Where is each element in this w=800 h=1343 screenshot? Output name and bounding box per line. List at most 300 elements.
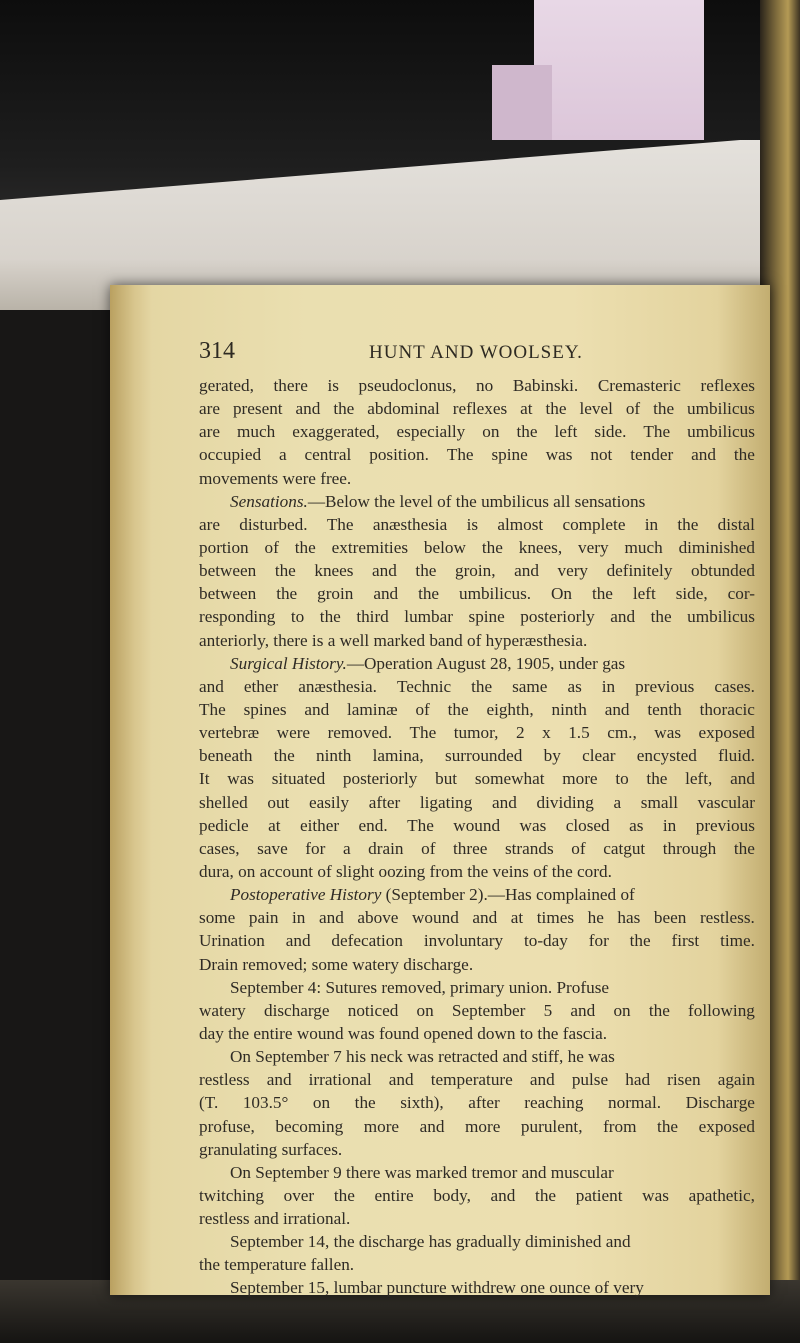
word: involuntary: [423, 931, 504, 951]
text-line: [199, 536, 755, 559]
word: and: [318, 908, 344, 928]
word: was: [654, 723, 682, 743]
word: thoracic: [699, 699, 755, 719]
word: and: [610, 607, 636, 627]
word: It: [199, 769, 210, 789]
text-line: On September 7 his neck was retracted and stiff, he was: [230, 1047, 615, 1067]
text-line: [199, 559, 755, 582]
text-line-rest: —Operation August 28, 1905, under gas: [346, 653, 626, 673]
word: for: [588, 931, 609, 951]
text-line: [199, 929, 755, 952]
word: distal: [717, 514, 755, 534]
word: spines: [243, 699, 287, 719]
word: in: [292, 908, 306, 928]
word: closed: [565, 815, 610, 835]
word: three: [453, 838, 488, 858]
word: to: [615, 769, 629, 789]
word: occupied: [199, 445, 262, 465]
text-line: [199, 791, 755, 814]
word: the: [333, 1185, 355, 1205]
word: third: [356, 607, 389, 627]
word: posteriorly: [342, 769, 418, 789]
word: entire: [374, 1185, 414, 1205]
word: 5: [543, 1000, 553, 1020]
word: very: [578, 537, 609, 557]
word: the: [657, 1116, 679, 1136]
word: the: [418, 584, 440, 604]
page-gutter-shadow: [110, 285, 152, 1295]
body-text: [199, 374, 755, 1300]
word: a: [278, 445, 287, 465]
word: is: [327, 376, 339, 395]
word: vascular: [697, 792, 755, 812]
text-line: On September 9 there was marked tremor and muscular: [230, 1162, 614, 1182]
word: posteriorly: [520, 607, 595, 627]
word: knees,: [518, 537, 563, 557]
word: cases.: [714, 676, 755, 696]
word: restless.: [699, 908, 755, 928]
word: disturbed.: [239, 514, 308, 534]
word: Cremasteric: [597, 376, 681, 395]
word: the: [294, 537, 316, 557]
text-line: [199, 675, 755, 698]
word: and: [472, 908, 498, 928]
word: pain: [248, 908, 279, 928]
word: twitching: [199, 1185, 264, 1205]
text-line: [199, 1184, 755, 1207]
word: same: [512, 676, 548, 696]
word: the: [653, 399, 675, 419]
text-line: [199, 443, 755, 466]
word: abdominal: [367, 399, 440, 419]
word: after: [468, 1093, 500, 1113]
word: ether: [243, 676, 279, 696]
word: drain: [368, 838, 404, 858]
word: small: [640, 792, 679, 812]
text-line: September 15, lumbar puncture withdrew one ounce of very: [230, 1278, 644, 1298]
word: temperature: [430, 1070, 513, 1090]
word: The: [199, 699, 226, 719]
word: previous: [695, 815, 755, 835]
word: umbilicus: [687, 399, 755, 419]
word: exposed: [698, 1116, 755, 1136]
running-head: HUNT AND WOOLSEY.: [369, 342, 583, 363]
word: of: [264, 537, 279, 557]
word: encysted: [636, 746, 697, 766]
word: vertebræ: [199, 723, 260, 743]
word: the: [447, 699, 469, 719]
text-line: [199, 420, 755, 443]
word: the: [733, 838, 755, 858]
word: and: [490, 1185, 516, 1205]
word: save: [257, 838, 288, 858]
text-line: [199, 814, 755, 837]
word: more: [562, 769, 598, 789]
text-line: [199, 721, 755, 744]
word: side,: [675, 584, 708, 604]
word: a: [613, 792, 622, 812]
heading-surgical-history: Surgical History.: [230, 653, 347, 673]
word: and: [570, 1000, 596, 1020]
word: he: [587, 908, 604, 928]
word: but: [435, 769, 458, 789]
word: on: [312, 1093, 331, 1113]
word: over: [283, 1185, 315, 1205]
word: was: [227, 769, 254, 789]
word: irrational: [308, 1070, 372, 1090]
word: pedicle: [199, 815, 249, 835]
word: the: [319, 607, 341, 627]
word: x: [542, 723, 551, 743]
word: especially: [396, 422, 466, 442]
word: shelled: [199, 792, 248, 812]
word: reflexes: [452, 399, 508, 419]
word: was: [545, 445, 573, 465]
text-line: [199, 397, 755, 420]
word: pseudoclonus,: [358, 376, 457, 395]
word: 103.5°: [242, 1093, 289, 1113]
text-line: [199, 906, 755, 929]
word: and: [730, 769, 755, 789]
word: anæsthesia.: [298, 676, 377, 696]
text-line: [199, 582, 755, 605]
word: risen: [667, 1070, 701, 1090]
word: the: [733, 445, 755, 465]
word: September: [451, 1000, 526, 1020]
text-line: [199, 744, 755, 767]
word: previous: [635, 676, 695, 696]
word: were: [276, 723, 311, 743]
word: much: [237, 422, 276, 442]
word: as: [629, 815, 644, 835]
word: more: [465, 1116, 501, 1136]
word: sixth),: [400, 1093, 444, 1113]
text-line: [199, 767, 755, 790]
word: are: [199, 514, 220, 534]
word: tender: [630, 445, 674, 465]
word: the: [354, 1093, 376, 1113]
word: the: [516, 422, 538, 442]
word: 2: [515, 723, 525, 743]
text-line: the temperature fallen.: [199, 1255, 355, 1275]
text-line: movements were free.: [199, 468, 352, 488]
word: left: [554, 422, 578, 442]
word: are: [199, 399, 220, 419]
word: the: [591, 584, 613, 604]
word: normal.: [608, 1093, 662, 1113]
word: more: [363, 1116, 400, 1136]
word: to: [290, 607, 305, 627]
text-line: granulating surfaces.: [199, 1139, 343, 1159]
word: groin: [317, 584, 354, 604]
text-line: [199, 605, 755, 628]
text-line: September 4: Sutures removed, primary union. Profuse: [230, 977, 610, 997]
word: the: [415, 561, 437, 581]
word: was: [642, 1185, 669, 1205]
word: the: [273, 746, 295, 766]
word: (T.: [199, 1093, 219, 1113]
word: through: [662, 838, 717, 858]
text-line: [199, 1115, 755, 1138]
word: and: [285, 931, 311, 951]
word: and: [529, 1070, 555, 1090]
text-line-rest: —Below the level of the umbilicus all sensations: [307, 491, 646, 511]
word: much: [624, 537, 663, 557]
word: definitely: [606, 561, 673, 581]
text-line: [199, 837, 755, 860]
text-line: [199, 999, 755, 1022]
word: out: [267, 792, 290, 812]
text-line: [199, 652, 755, 675]
word: and: [691, 445, 716, 465]
word: discharge: [263, 1000, 330, 1020]
word: restless: [199, 1070, 250, 1090]
text-line: [199, 1068, 755, 1091]
text-line: [199, 883, 755, 906]
word: defecation: [331, 931, 403, 951]
word: in: [644, 514, 659, 534]
word: patient: [575, 1185, 623, 1205]
word: between: [199, 584, 257, 604]
word: responding: [199, 607, 276, 627]
word: level: [579, 399, 613, 419]
word: knees: [314, 561, 354, 581]
word: strands: [504, 838, 554, 858]
word: reaching: [524, 1093, 584, 1113]
word: noticed: [347, 1000, 399, 1020]
word: and: [604, 699, 630, 719]
word: the: [481, 537, 503, 557]
word: following: [688, 1000, 755, 1020]
word: watery: [199, 1000, 246, 1020]
word: lamina,: [372, 746, 424, 766]
text-line: restless and irrational.: [199, 1209, 351, 1229]
word: pulse: [571, 1070, 609, 1090]
word: at: [510, 908, 524, 928]
word: left,: [685, 769, 713, 789]
text-line: day the entire wound was found opened down to the fascia.: [199, 1023, 608, 1043]
word: ninth: [551, 699, 587, 719]
word: purulent,: [520, 1116, 583, 1136]
word: ligating: [419, 792, 473, 812]
word: profuse,: [199, 1116, 255, 1136]
word: has: [617, 908, 641, 928]
text-line: [199, 490, 755, 513]
word: On: [551, 584, 573, 604]
word: to-day: [523, 931, 568, 951]
word: from: [603, 1116, 637, 1136]
word: and: [388, 1070, 414, 1090]
word: the: [471, 676, 493, 696]
page-number: 314: [199, 338, 235, 364]
word: again: [717, 1070, 755, 1090]
word: the: [677, 514, 699, 534]
word: some: [199, 908, 236, 928]
word: times: [536, 908, 575, 928]
word: side.: [594, 422, 627, 442]
word: lumbar: [404, 607, 453, 627]
text-line: dura, on account of slight oozing from the veins of the cord.: [199, 861, 612, 881]
word: a: [342, 838, 351, 858]
word: and: [372, 561, 397, 581]
text-line: anteriorly, there is a well marked band of hyperæsthesia.: [199, 630, 588, 650]
word: on: [613, 1000, 631, 1020]
word: and: [266, 1070, 292, 1090]
word: spine: [468, 607, 505, 627]
word: The: [326, 514, 354, 534]
word: The: [446, 445, 474, 465]
word: laminæ: [347, 699, 398, 719]
word: spine: [491, 445, 528, 465]
word: extremities: [331, 537, 409, 557]
word: as: [567, 676, 582, 696]
text-line: September 14, the discharge has gradually diminished and: [230, 1232, 631, 1252]
word: and: [199, 676, 224, 696]
word: cor-: [727, 584, 755, 604]
word: time.: [720, 931, 755, 951]
word: and: [492, 792, 517, 812]
word: the: [646, 769, 668, 789]
word: apathetic,: [688, 1185, 755, 1205]
word: Discharge: [685, 1093, 755, 1113]
word: on: [482, 422, 500, 442]
text-line: Drain removed; some watery discharge.: [199, 954, 474, 974]
word: position.: [369, 445, 429, 465]
word: diminished: [678, 537, 755, 557]
word: for: [305, 838, 326, 858]
word: eighth,: [486, 699, 534, 719]
word: clear: [582, 746, 616, 766]
word: and: [419, 1116, 445, 1136]
word: left: [632, 584, 656, 604]
word: at: [268, 815, 281, 835]
word: removed.: [327, 723, 393, 743]
word: present: [232, 399, 283, 419]
word: had: [625, 1070, 651, 1090]
word: after: [368, 792, 401, 812]
word: somewhat: [474, 769, 545, 789]
word: of: [415, 699, 430, 719]
word: and: [373, 584, 399, 604]
word: Technic: [396, 676, 452, 696]
word: Babinski.: [512, 376, 579, 395]
word: exposed: [698, 723, 755, 743]
word: wound: [453, 815, 501, 835]
word: beneath: [199, 746, 253, 766]
word: almost: [497, 514, 544, 534]
word: surrounded: [445, 746, 523, 766]
word: in: [601, 676, 616, 696]
word: anæsthesia: [372, 514, 448, 534]
text-line-rest: (September 2).—Has complained of: [381, 885, 635, 905]
word: The: [409, 723, 437, 743]
word: umbilicus: [687, 607, 755, 627]
word: wound: [412, 908, 459, 928]
word: was: [519, 815, 547, 835]
word: reflexes: [700, 376, 755, 395]
word: at: [520, 399, 533, 419]
word: The: [643, 422, 671, 442]
word: cases,: [199, 838, 240, 858]
background-pink-card-fold: [492, 65, 552, 140]
word: central: [304, 445, 352, 465]
word: Urination: [199, 931, 265, 951]
word: ninth: [316, 746, 352, 766]
text-line: [199, 374, 755, 397]
word: are: [199, 422, 220, 442]
word: by: [543, 746, 561, 766]
word: gerated,: [199, 376, 254, 395]
word: first: [671, 931, 700, 951]
word: been: [653, 908, 687, 928]
word: the: [648, 1000, 670, 1020]
word: easily: [308, 792, 350, 812]
word: no: [476, 376, 494, 395]
word: and: [295, 399, 321, 419]
word: tumor,: [453, 723, 499, 743]
word: very: [557, 561, 589, 581]
word: fluid.: [718, 746, 755, 766]
word: obtunded: [690, 561, 755, 581]
word: body,: [433, 1185, 471, 1205]
word: in: [662, 815, 677, 835]
word: there: [273, 376, 308, 395]
word: umbilicus: [687, 422, 755, 442]
word: and: [304, 699, 330, 719]
heading-sensations: Sensations.: [230, 491, 308, 511]
word: is: [466, 514, 479, 534]
word: below: [423, 537, 466, 557]
word: of: [571, 838, 586, 858]
word: between: [199, 561, 257, 581]
word: dividing: [536, 792, 594, 812]
word: tenth: [647, 699, 682, 719]
word: not: [590, 445, 613, 465]
word: the: [545, 399, 567, 419]
word: catgut: [603, 838, 646, 858]
word: of: [625, 399, 641, 419]
word: and: [514, 561, 539, 581]
text-line: [199, 1091, 755, 1114]
word: the: [274, 561, 296, 581]
word: the: [629, 931, 651, 951]
word: the: [535, 1185, 557, 1205]
word: of: [421, 838, 436, 858]
word: umbilicus.: [458, 584, 532, 604]
word: on: [416, 1000, 434, 1020]
word: becoming: [275, 1116, 344, 1136]
text-line: [199, 698, 755, 721]
word: the: [276, 584, 298, 604]
word: portion: [199, 537, 249, 557]
word: cm.,: [607, 723, 637, 743]
word: above: [357, 908, 399, 928]
word: complete: [562, 514, 626, 534]
word: the: [333, 399, 355, 419]
text-line: [199, 513, 755, 536]
heading-postoperative-history: Postoperative History: [230, 885, 382, 905]
word: The: [407, 815, 434, 835]
word: 1.5: [568, 723, 590, 743]
word: situated: [271, 769, 326, 789]
word: the: [650, 607, 672, 627]
page-header: [199, 338, 755, 368]
word: either: [299, 815, 340, 835]
word: end.: [358, 815, 388, 835]
background-pink-card: [534, 0, 704, 140]
word: groin,: [454, 561, 496, 581]
word: exaggerated,: [292, 422, 380, 442]
